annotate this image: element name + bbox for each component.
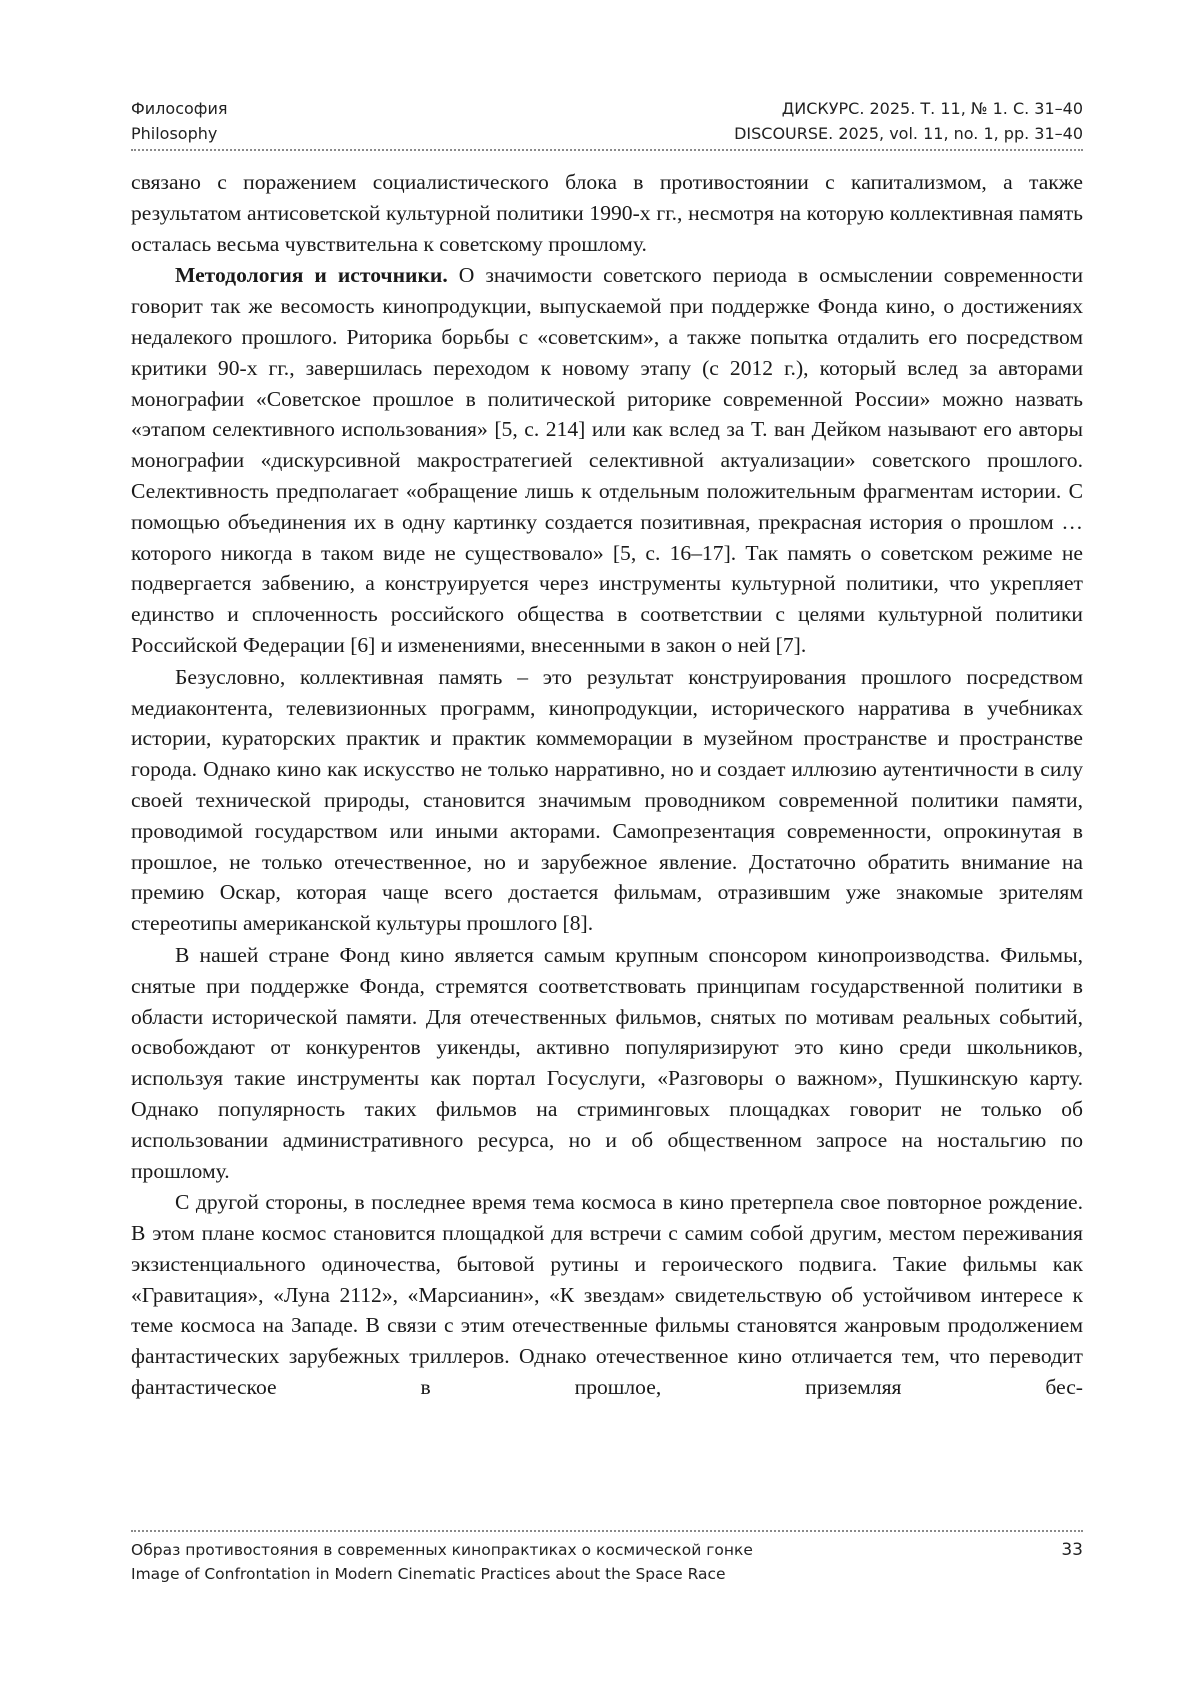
article-body [131,167,1083,1403]
paragraph: С другой стороны, в последнее время тема космоса в кино претерпела свое повторное рождение. В этом плане космос становится площадкой для встречи с самим собой другим, местом переживания экзистенциального одиночества, бытовой рутины и героического подвига. Такие фильмы как «Гравитация», «Луна 2112», «Марсианин», «К звездам» свидетельствую об устойчивом интересе к теме космоса на Западе. В связи с этим отечественные фильмы становятся жанровым продолжением фантастических зарубежных триллеров. Однако отечественное кино отличается тем, что переводит фантастическое в прошлое, приземляя бес- [131,1190,1083,1400]
running-foot [131,1530,1083,1586]
paragraph: В нашей стране Фонд кино является самым крупным спонсором кинопроизводства. Фильмы, снятые при поддержке Фонда, стремятся соответствовать принципам государственной политики в области исторической памяти. Для отечественных фильмов, снятых по мотивам реальных событий, освобождают от конкурентов уикенды, активно популяризируют это кино среди школьников, используя такие инструменты как портал Госуслуги, «Разговоры о важном», Пушкинскую карту. Однако популярность таких фильмов на стриминговых площадках говорит не только об использовании административного ресурса, но и об общественном запросе на ностальгию по прошлому. [131,942,1083,1183]
citation-ru: ДИСКУРС. 2025. Т. 11, № 1. С. 31–40 [781,99,1083,118]
article-title-en: Image of Confrontation in Modern Cinematic Practices about the Space Race [131,1565,726,1583]
citation [734,96,1083,146]
section-heading-inline: Методология и источники. [175,263,448,288]
article-title-ru: Образ противостояния в современных кинопрактиках о космической гонке [131,1541,753,1559]
section-ru: Философия [131,99,228,118]
section-label [131,96,227,146]
running-head [131,96,1083,151]
page-number: 33 [1061,1540,1083,1560]
paragraph: Безусловно, коллективная память – это результат конструирования прошлого посредством медиаконтента, телевизионных программ, кинопродукции, исторического нарратива в учебниках истории, кураторских практик и практик коммеморации в музейном пространстве и пространстве города. Однако кино как искусство не только нарративно, но и создает иллюзию аутентичности в силу своей технической природы, становится значимым проводником современной политики памяти, проводимой государством или иными акторами. Самопрезентация современности, опрокинутая в прошлое, не только отечественное, но и зарубежное явление. Достаточно обратить внимание на премию Оскар, которая чаще всего достается фильмам, отразившим уже знакомые зрителям стереотипы американской культуры прошлого [8]. [131,664,1083,936]
paragraph-methodology [131,260,1083,660]
paragraph-text: О значимости советского периода в осмыслении современности говорит так же весомость кинопродукции, выпускаемой при поддержке Фонда кино, о достижениях недалекого прошлого. Риторика борьбы с «советским», а также попытка отдалить его посредством критики 90-х гг., завершилась переходом к новому этапу (с 2012 г.), который вслед за авторами монографии «Советское прошлое в политической риторике современной России» можно назвать «этапом селективного использования» [5, с. 214] или как вслед за Т. ван Дейком называют его авторы монографии «дискурсивной макростратегией селективной актуализации» советского прошлого. Селективность предполагает «обращение лишь к отдельным положительным фрагментам истории. С помощью объединения их в одну картинку создается позитивная, прекрасная история о прошлом … которого никогда в таком виде не существовало» [5, с. 16–17]. Так память о советском режиме не подвергается забвению, а конструируется через инструменты культурной политики, что укрепляет единство и сплоченность российского общества в соответствии с целями культурной политики Российской Федерации [6] и изменениями, внесенными в закон о ней [7]. [131,263,1083,657]
citation-en: DISCOURSE. 2025, vol. 11, no. 1, pp. 31–40 [734,124,1083,143]
journal-page [131,96,1083,1606]
section-en: Philosophy [131,124,218,143]
paragraph-continuation: связано с поражением социалистического блока в противостоянии с капитализмом, а также результатом антисоветской культурной политики 1990-х гг., несмотря на которую коллективная память осталась весьма чувствительна к советскому прошлому. [131,170,1083,256]
